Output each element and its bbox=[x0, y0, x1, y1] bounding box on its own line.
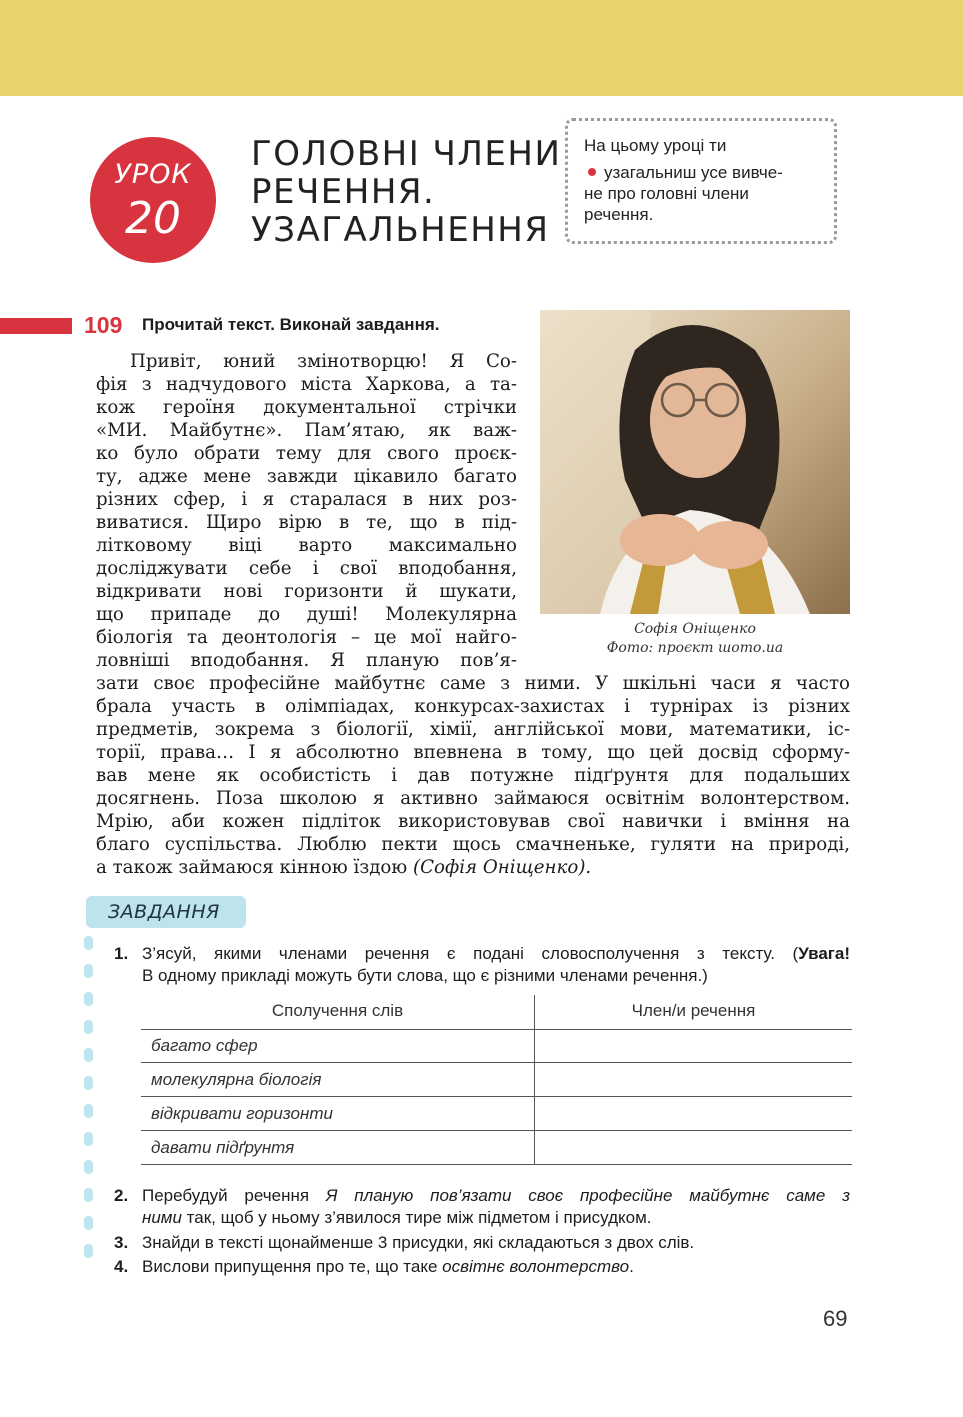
text-line: Привіт, юний змінотворцю! Я Со- bbox=[130, 351, 517, 372]
task-4-text: . bbox=[629, 1257, 634, 1276]
lesson-goal-item bbox=[584, 162, 820, 225]
bullet-icon bbox=[588, 168, 596, 176]
text-line: брала участь в олімпіадах, конкурсах-захистах і турнірах із різних bbox=[96, 696, 850, 717]
table-cell: багато сфер bbox=[151, 1036, 258, 1055]
task-2-quote: ними bbox=[142, 1208, 182, 1227]
text-line: різних сфер, і я старалася в них роз- bbox=[96, 489, 517, 510]
task-number: 4. bbox=[114, 1257, 129, 1276]
text-line: ту, адже мене завжди цікавило багато bbox=[96, 466, 517, 487]
task-2-quote: Я планую пов’язати своє професійне майбутнє саме з bbox=[325, 1186, 850, 1205]
table-cell: молекулярна біологія bbox=[151, 1070, 322, 1089]
task-1-attention: Увага! bbox=[798, 944, 850, 963]
task-1-line: В одному прикладі можуть бути слова, що є різними членами речення.) bbox=[142, 966, 708, 985]
lesson-goal-line: узагальниш усе вивче- bbox=[604, 163, 783, 182]
task-number: 1. bbox=[114, 944, 129, 963]
text-line: ко було обрати тему для свого проєк- bbox=[96, 443, 517, 464]
text-line: ловніші вподобання. Я планую пов’я- bbox=[96, 650, 517, 671]
photo-sofia-onishchenko bbox=[540, 310, 850, 614]
text-line: виватися. Щиро вірю в те, що в під- bbox=[96, 512, 517, 533]
task-1-line bbox=[142, 943, 850, 965]
lesson-title-line: УЗАГАЛЬНЕННЯ bbox=[251, 210, 550, 250]
photo-caption-credit: Фото: проєкт шото.иа bbox=[606, 640, 784, 656]
text-line: кож героїня документальної стрічки bbox=[96, 397, 517, 418]
text-line: «МИ. Майбутнє». Пам’ятаю, як важ- bbox=[96, 420, 517, 441]
lesson-goal-line: речення. bbox=[584, 205, 654, 224]
task-2-text: Перебудуй речення bbox=[142, 1186, 326, 1205]
task-4-line bbox=[142, 1256, 634, 1278]
photo-caption bbox=[540, 620, 850, 658]
text-attribution: (Софія Оніщенко). bbox=[413, 857, 592, 878]
text-line: вав мене як особистість і дав потужне підґрунтя для подальших bbox=[96, 765, 850, 786]
task-2-text: так, щоб у ньому з’явилося тире між підметом і присудком. bbox=[181, 1208, 652, 1227]
text-line: фія з надчудового міста Харкова, а та- bbox=[96, 374, 517, 395]
task-3-line: Знайди в тексті щонайменше 3 присудки, які складаються з двох слів. bbox=[142, 1233, 695, 1252]
text-line: що припаде до душі! Молекулярна bbox=[96, 604, 517, 625]
portrait-photo bbox=[540, 310, 850, 614]
text-line: літковому віці варто максимально bbox=[96, 535, 517, 556]
lesson-title-line: ГОЛОВНІ ЧЛЕНИ bbox=[251, 134, 562, 174]
task-number: 2. bbox=[114, 1186, 129, 1205]
lesson-badge-label: УРОК bbox=[114, 159, 192, 190]
exercise-number: 109 bbox=[84, 312, 123, 338]
page-number: 69 bbox=[823, 1306, 848, 1331]
task-2-line bbox=[142, 1207, 652, 1229]
tasks-badge-label: ЗАВДАННЯ bbox=[108, 901, 220, 923]
table-cell: відкривати горизонти bbox=[151, 1104, 333, 1123]
table-header: Член/и речення bbox=[631, 1001, 756, 1020]
tasks-badge bbox=[86, 896, 246, 928]
text-line: досягнень. Поза школою я активно займаюся освітнім волонтерством. bbox=[96, 788, 850, 809]
lesson-title bbox=[251, 135, 561, 249]
text-line: біологія та деонтологія – це мої найго- bbox=[96, 627, 517, 648]
text-line: благо суспільства. Люблю пекти щось смачненьке, гуляти на природі, bbox=[96, 834, 850, 855]
text-line: досліджувати себе і свої вподобання, bbox=[96, 558, 517, 579]
text-line: предметів, зокрема з біології, хімії, англійської мови, математики, іс- bbox=[96, 719, 850, 740]
lesson-goals-box bbox=[565, 118, 837, 244]
text-line: торії, права… І я абсолютно впевнена в тому, що цей досвід сформу- bbox=[96, 742, 850, 763]
lesson-title-line: РЕЧЕННЯ. bbox=[251, 172, 436, 212]
exercise-marker-bar bbox=[0, 318, 72, 334]
text-line-content: а також займаюся кінною їздою bbox=[96, 857, 408, 878]
task-4-text: Вислови припущення про те, що таке bbox=[142, 1257, 443, 1276]
decorative-dots bbox=[84, 936, 94, 1272]
text-line: Мрію, аби кожен підліток використовував свої навички і вміння на bbox=[96, 811, 850, 832]
table-header: Сполучення слів bbox=[271, 1001, 404, 1020]
task-number: 3. bbox=[114, 1233, 129, 1252]
lesson-goals-intro: На цьому уроці ти bbox=[584, 136, 727, 155]
task-1-text: З’ясуй, якими членами речення є подані словосполучення з тексту. ( bbox=[142, 944, 799, 963]
text-line: зати своє професійне майбутнє саме з ними. У шкільні часи я часто bbox=[96, 673, 850, 694]
table-cell: давати підґрунтя bbox=[151, 1138, 295, 1157]
lesson-badge-number: 20 bbox=[125, 193, 181, 244]
top-color-band bbox=[0, 0, 963, 96]
task-4-term: освітнє волонтерство bbox=[442, 1257, 630, 1276]
text-line: відкривати нові горизонти й шукати, bbox=[96, 581, 517, 602]
photo-caption-name: Софія Оніщенко bbox=[634, 621, 756, 637]
answer-table bbox=[141, 995, 852, 1165]
text-line-last bbox=[96, 856, 850, 879]
lesson-goal-line: не про головні члени bbox=[584, 184, 749, 203]
lesson-badge bbox=[90, 137, 216, 263]
exercise-instruction: Прочитай текст. Виконай завдання. bbox=[142, 315, 440, 334]
task-2-line bbox=[142, 1185, 850, 1207]
